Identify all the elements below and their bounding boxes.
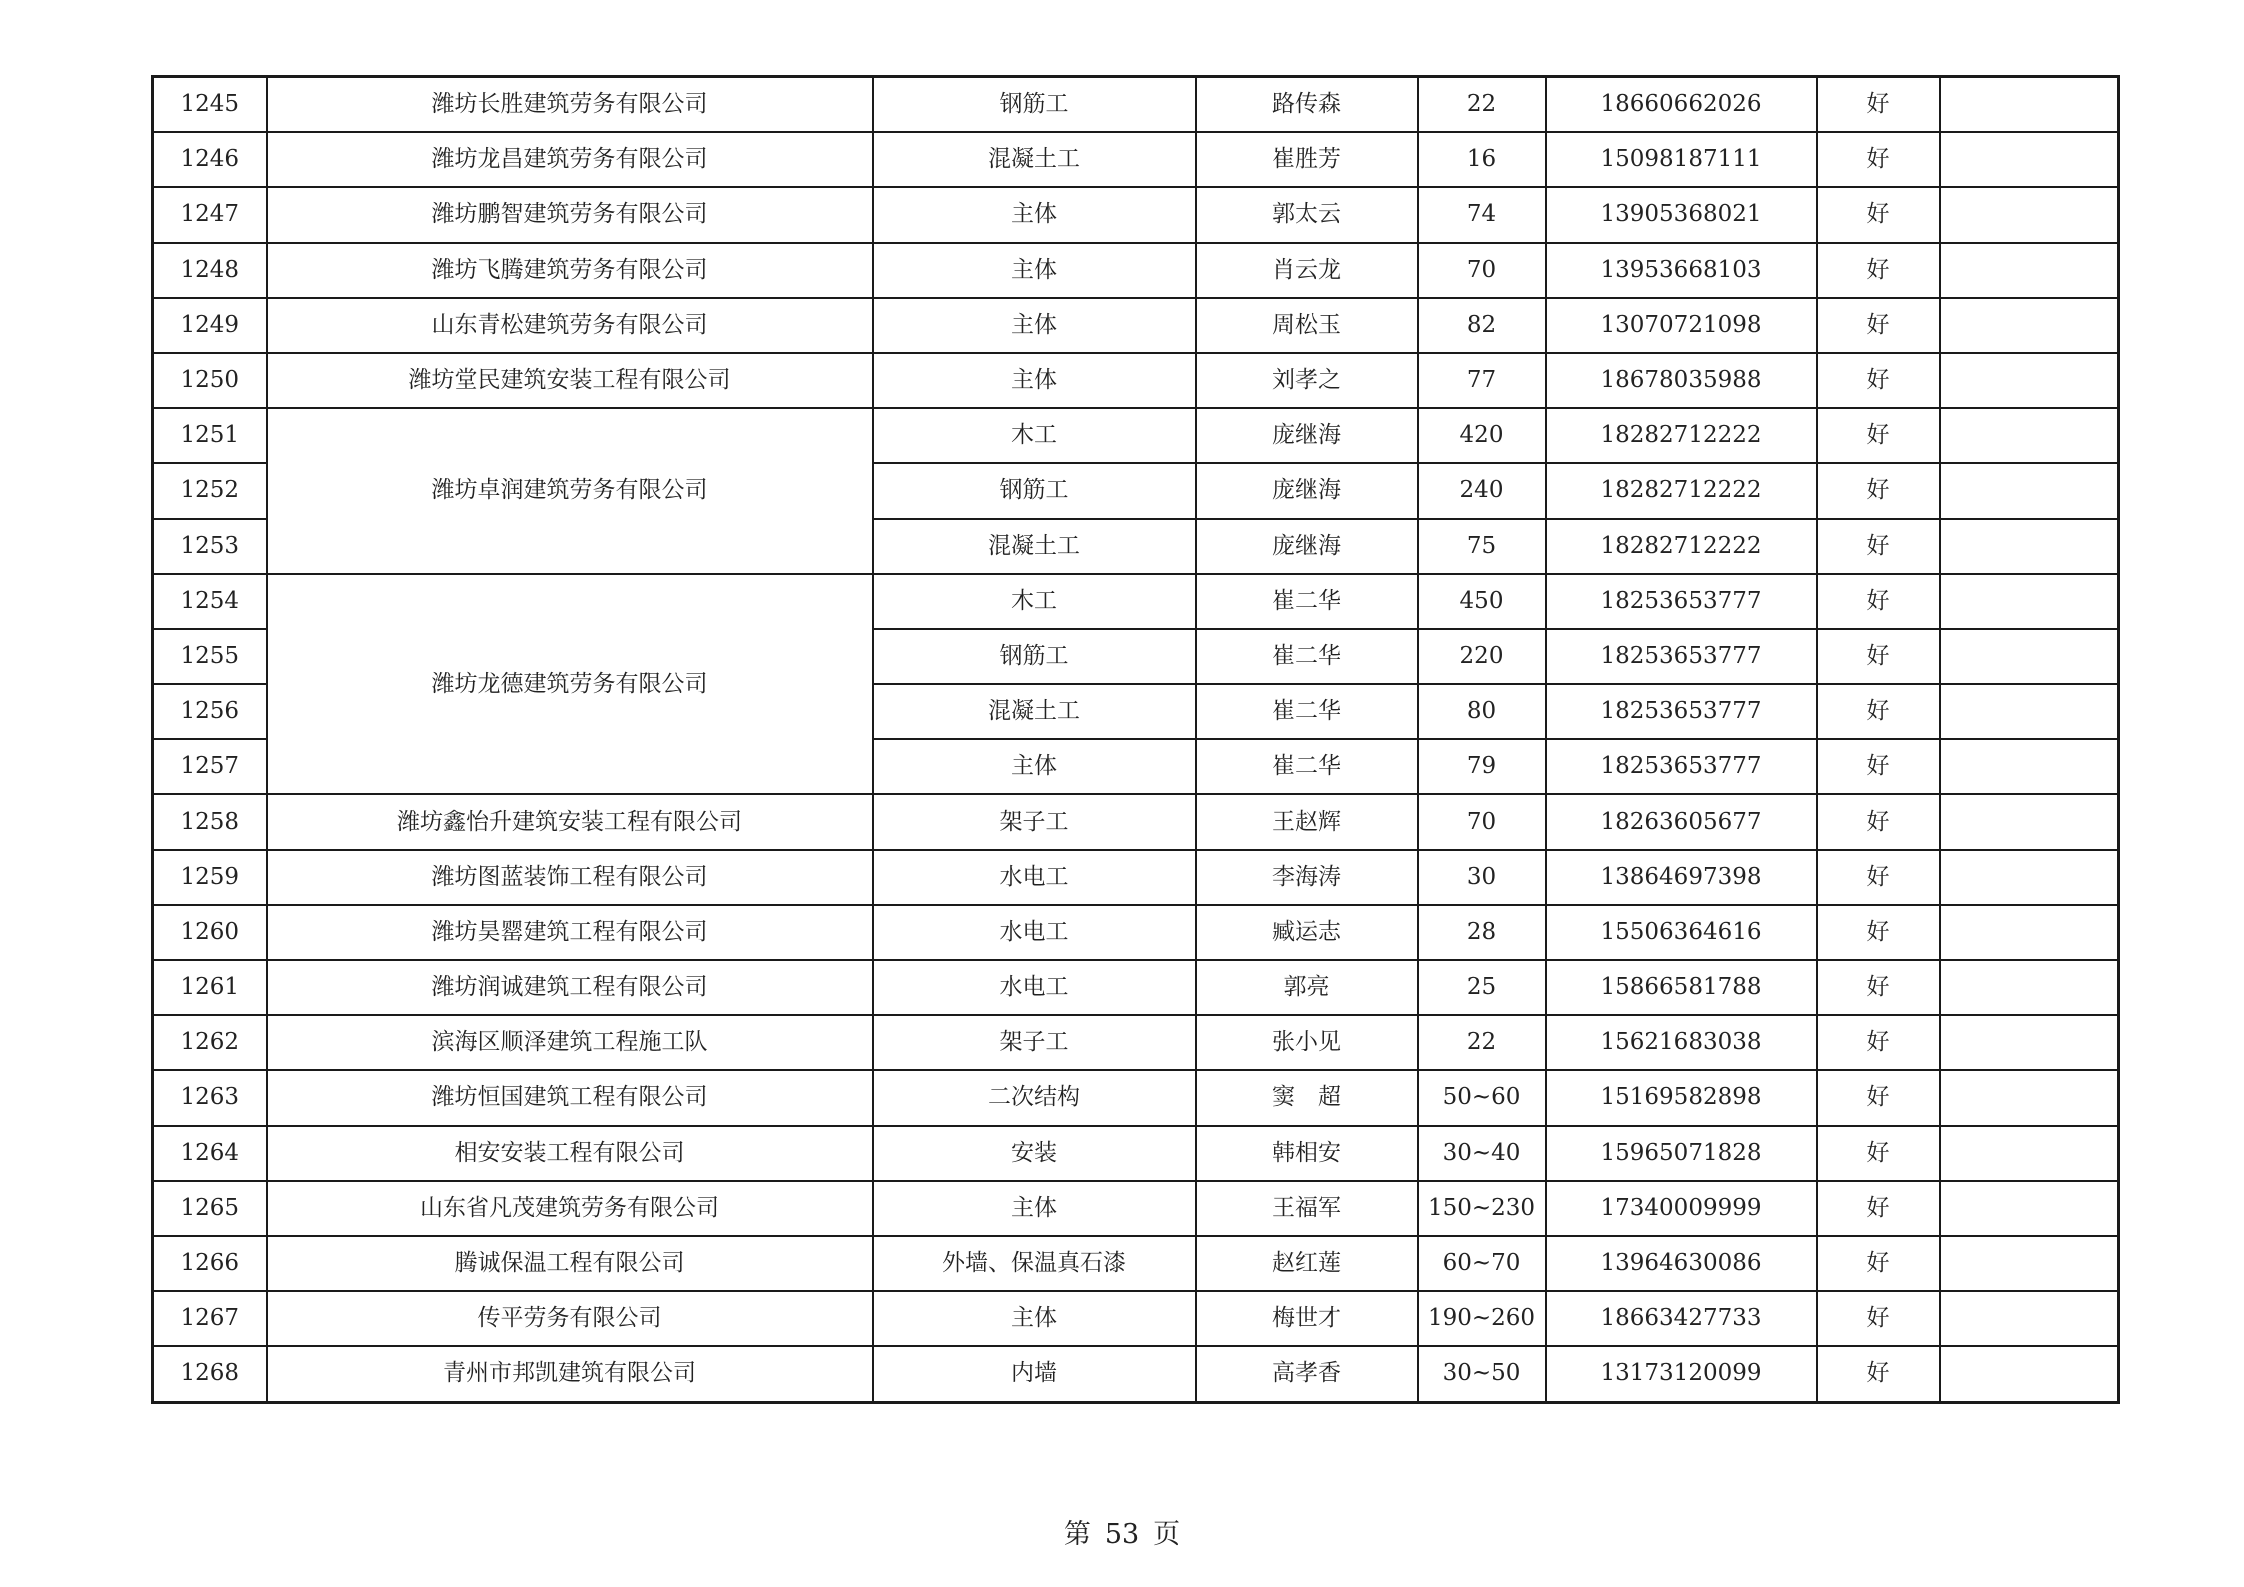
contact-person: 梅世才 — [1196, 1291, 1418, 1346]
row-number: 1265 — [153, 1181, 267, 1236]
phone-number: 18282712222 — [1546, 408, 1817, 463]
contact-person: 郭太云 — [1196, 187, 1418, 242]
contact-person: 崔二华 — [1196, 684, 1418, 739]
rating: 好 — [1817, 353, 1940, 408]
phone-number: 13964630086 — [1546, 1236, 1817, 1291]
remark — [1940, 850, 2119, 905]
remark — [1940, 960, 2119, 1015]
rating: 好 — [1817, 794, 1940, 849]
worker-count: 74 — [1418, 187, 1546, 242]
remark — [1940, 463, 2119, 518]
phone-number: 18678035988 — [1546, 353, 1817, 408]
row-number: 1259 — [153, 850, 267, 905]
worker-count: 70 — [1418, 243, 1546, 298]
remark — [1940, 243, 2119, 298]
contact-person: 周松玉 — [1196, 298, 1418, 353]
remark — [1940, 905, 2119, 960]
trade: 钢筋工 — [873, 629, 1196, 684]
worker-count: 150~230 — [1418, 1181, 1546, 1236]
contact-person: 庞继海 — [1196, 408, 1418, 463]
table-row — [153, 243, 2119, 298]
trade: 二次结构 — [873, 1070, 1196, 1125]
row-number: 1254 — [153, 574, 267, 629]
worker-count: 79 — [1418, 739, 1546, 794]
trade: 内墙 — [873, 1346, 1196, 1402]
contact-person: 崔二华 — [1196, 739, 1418, 794]
rating: 好 — [1817, 684, 1940, 739]
remark — [1940, 794, 2119, 849]
row-number: 1247 — [153, 187, 267, 242]
company-name: 潍坊鑫怡升建筑安装工程有限公司 — [267, 794, 873, 849]
row-number: 1257 — [153, 739, 267, 794]
rating: 好 — [1817, 1181, 1940, 1236]
page-footer — [0, 1512, 2244, 1551]
row-number: 1252 — [153, 463, 267, 518]
trade: 主体 — [873, 187, 1196, 242]
table-row — [153, 574, 2119, 629]
row-number: 1266 — [153, 1236, 267, 1291]
rating: 好 — [1817, 739, 1940, 794]
remark — [1940, 408, 2119, 463]
worker-count: 30~50 — [1418, 1346, 1546, 1402]
worker-count: 50~60 — [1418, 1070, 1546, 1125]
phone-number: 13905368021 — [1546, 187, 1817, 242]
company-name: 腾诚保温工程有限公司 — [267, 1236, 873, 1291]
contact-person: 王福军 — [1196, 1181, 1418, 1236]
remark — [1940, 353, 2119, 408]
rating: 好 — [1817, 243, 1940, 298]
phone-number: 13070721098 — [1546, 298, 1817, 353]
company-name: 滨海区顺泽建筑工程施工队 — [267, 1015, 873, 1070]
trade: 主体 — [873, 1291, 1196, 1346]
worker-count: 240 — [1418, 463, 1546, 518]
remark — [1940, 1126, 2119, 1181]
phone-number: 18253653777 — [1546, 574, 1817, 629]
trade: 混凝土工 — [873, 519, 1196, 574]
remark — [1940, 77, 2119, 133]
remark — [1940, 1070, 2119, 1125]
trade: 主体 — [873, 353, 1196, 408]
worker-count: 420 — [1418, 408, 1546, 463]
worker-count: 80 — [1418, 684, 1546, 739]
contractor-table — [151, 75, 2120, 1404]
company-name: 潍坊图蓝装饰工程有限公司 — [267, 850, 873, 905]
table-row — [153, 1070, 2119, 1125]
trade: 木工 — [873, 408, 1196, 463]
table-row — [153, 905, 2119, 960]
row-number: 1245 — [153, 77, 267, 133]
company-name: 潍坊恒国建筑工程有限公司 — [267, 1070, 873, 1125]
company-name: 传平劳务有限公司 — [267, 1291, 873, 1346]
row-number: 1262 — [153, 1015, 267, 1070]
table-row — [153, 1291, 2119, 1346]
rating: 好 — [1817, 77, 1940, 133]
remark — [1940, 684, 2119, 739]
row-number: 1246 — [153, 132, 267, 187]
company-name: 潍坊鹏智建筑劳务有限公司 — [267, 187, 873, 242]
rating: 好 — [1817, 1291, 1940, 1346]
trade: 主体 — [873, 739, 1196, 794]
company-name: 山东省凡茂建筑劳务有限公司 — [267, 1181, 873, 1236]
phone-number: 18253653777 — [1546, 739, 1817, 794]
row-number: 1261 — [153, 960, 267, 1015]
worker-count: 220 — [1418, 629, 1546, 684]
trade: 主体 — [873, 1181, 1196, 1236]
table-row — [153, 850, 2119, 905]
contact-person: 郭亮 — [1196, 960, 1418, 1015]
phone-number: 13864697398 — [1546, 850, 1817, 905]
contact-person: 韩相安 — [1196, 1126, 1418, 1181]
remark — [1940, 1015, 2119, 1070]
rating: 好 — [1817, 1015, 1940, 1070]
worker-count: 16 — [1418, 132, 1546, 187]
phone-number: 15098187111 — [1546, 132, 1817, 187]
table-row — [153, 187, 2119, 242]
worker-count: 75 — [1418, 519, 1546, 574]
trade: 外墙、保温真石漆 — [873, 1236, 1196, 1291]
row-number: 1263 — [153, 1070, 267, 1125]
table-row — [153, 1346, 2119, 1402]
remark — [1940, 1236, 2119, 1291]
rating: 好 — [1817, 574, 1940, 629]
row-number: 1251 — [153, 408, 267, 463]
contact-person: 崔二华 — [1196, 629, 1418, 684]
company-name: 潍坊堂民建筑安装工程有限公司 — [267, 353, 873, 408]
rating: 好 — [1817, 519, 1940, 574]
contact-person: 庞继海 — [1196, 463, 1418, 518]
company-name: 相安安装工程有限公司 — [267, 1126, 873, 1181]
trade: 架子工 — [873, 794, 1196, 849]
worker-count: 82 — [1418, 298, 1546, 353]
trade: 混凝土工 — [873, 684, 1196, 739]
contact-person: 崔二华 — [1196, 574, 1418, 629]
company-name: 潍坊龙昌建筑劳务有限公司 — [267, 132, 873, 187]
phone-number: 15965071828 — [1546, 1126, 1817, 1181]
row-number: 1253 — [153, 519, 267, 574]
worker-count: 190~260 — [1418, 1291, 1546, 1346]
worker-count: 22 — [1418, 1015, 1546, 1070]
table-row — [153, 794, 2119, 849]
rating: 好 — [1817, 1236, 1940, 1291]
row-number: 1268 — [153, 1346, 267, 1402]
worker-count: 25 — [1418, 960, 1546, 1015]
worker-count: 30 — [1418, 850, 1546, 905]
trade: 水电工 — [873, 960, 1196, 1015]
phone-number: 18263605677 — [1546, 794, 1817, 849]
contact-person: 高孝香 — [1196, 1346, 1418, 1402]
table-row — [153, 1015, 2119, 1070]
worker-count: 28 — [1418, 905, 1546, 960]
rating: 好 — [1817, 298, 1940, 353]
rating: 好 — [1817, 132, 1940, 187]
table-row — [153, 960, 2119, 1015]
phone-number: 15506364616 — [1546, 905, 1817, 960]
rating: 好 — [1817, 408, 1940, 463]
trade: 钢筋工 — [873, 463, 1196, 518]
company-name: 潍坊飞腾建筑劳务有限公司 — [267, 243, 873, 298]
table-row — [153, 298, 2119, 353]
contact-person: 臧运志 — [1196, 905, 1418, 960]
remark — [1940, 629, 2119, 684]
footer-prefix: 第 — [1063, 1519, 1091, 1550]
rating: 好 — [1817, 187, 1940, 242]
remark — [1940, 1181, 2119, 1236]
remark — [1940, 519, 2119, 574]
trade: 水电工 — [873, 905, 1196, 960]
rating: 好 — [1817, 960, 1940, 1015]
remark — [1940, 1346, 2119, 1402]
worker-count: 22 — [1418, 77, 1546, 133]
table-row — [153, 408, 2119, 463]
rating: 好 — [1817, 1070, 1940, 1125]
phone-number: 15866581788 — [1546, 960, 1817, 1015]
trade: 主体 — [873, 243, 1196, 298]
remark — [1940, 298, 2119, 353]
rating: 好 — [1817, 905, 1940, 960]
table-row — [153, 1126, 2119, 1181]
contact-person: 张小见 — [1196, 1015, 1418, 1070]
contact-person: 刘孝之 — [1196, 353, 1418, 408]
company-name: 潍坊昊罂建筑工程有限公司 — [267, 905, 873, 960]
remark — [1940, 739, 2119, 794]
rating: 好 — [1817, 463, 1940, 518]
phone-number: 15169582898 — [1546, 1070, 1817, 1125]
contact-person: 崔胜芳 — [1196, 132, 1418, 187]
worker-count: 77 — [1418, 353, 1546, 408]
trade: 木工 — [873, 574, 1196, 629]
rating: 好 — [1817, 1126, 1940, 1181]
table-row — [153, 353, 2119, 408]
page-number: 53 — [1104, 1519, 1140, 1550]
footer-suffix: 页 — [1153, 1519, 1181, 1550]
rating: 好 — [1817, 1346, 1940, 1402]
contact-person: 窦 超 — [1196, 1070, 1418, 1125]
contact-person: 路传森 — [1196, 77, 1418, 133]
contact-person: 李海涛 — [1196, 850, 1418, 905]
contact-person: 赵红莲 — [1196, 1236, 1418, 1291]
phone-number: 18253653777 — [1546, 629, 1817, 684]
table-row — [153, 77, 2119, 133]
row-number: 1267 — [153, 1291, 267, 1346]
row-number: 1256 — [153, 684, 267, 739]
company-name: 潍坊润诚建筑工程有限公司 — [267, 960, 873, 1015]
remark — [1940, 1291, 2119, 1346]
worker-count: 70 — [1418, 794, 1546, 849]
table-body — [153, 77, 2119, 1403]
phone-number: 15621683038 — [1546, 1015, 1817, 1070]
trade: 安装 — [873, 1126, 1196, 1181]
phone-number: 18282712222 — [1546, 463, 1817, 518]
trade: 混凝土工 — [873, 132, 1196, 187]
worker-count: 60~70 — [1418, 1236, 1546, 1291]
company-name: 潍坊龙德建筑劳务有限公司 — [267, 574, 873, 795]
row-number: 1264 — [153, 1126, 267, 1181]
rating: 好 — [1817, 850, 1940, 905]
phone-number: 18282712222 — [1546, 519, 1817, 574]
phone-number: 18253653777 — [1546, 684, 1817, 739]
row-number: 1258 — [153, 794, 267, 849]
row-number: 1260 — [153, 905, 267, 960]
remark — [1940, 574, 2119, 629]
trade: 水电工 — [873, 850, 1196, 905]
phone-number: 18660662026 — [1546, 77, 1817, 133]
phone-number: 13953668103 — [1546, 243, 1817, 298]
trade: 主体 — [873, 298, 1196, 353]
remark — [1940, 132, 2119, 187]
rating: 好 — [1817, 629, 1940, 684]
contact-person: 肖云龙 — [1196, 243, 1418, 298]
worker-count: 450 — [1418, 574, 1546, 629]
table-row — [153, 132, 2119, 187]
company-name: 潍坊长胜建筑劳务有限公司 — [267, 77, 873, 133]
contact-person: 庞继海 — [1196, 519, 1418, 574]
row-number: 1249 — [153, 298, 267, 353]
trade: 钢筋工 — [873, 77, 1196, 133]
worker-count: 30~40 — [1418, 1126, 1546, 1181]
row-number: 1250 — [153, 353, 267, 408]
company-name: 青州市邦凯建筑有限公司 — [267, 1346, 873, 1402]
contact-person: 王赵辉 — [1196, 794, 1418, 849]
company-name: 山东青松建筑劳务有限公司 — [267, 298, 873, 353]
trade: 架子工 — [873, 1015, 1196, 1070]
row-number: 1255 — [153, 629, 267, 684]
row-number: 1248 — [153, 243, 267, 298]
remark — [1940, 187, 2119, 242]
table-row — [153, 1236, 2119, 1291]
phone-number: 13173120099 — [1546, 1346, 1817, 1402]
company-name: 潍坊卓润建筑劳务有限公司 — [267, 408, 873, 574]
phone-number: 17340009999 — [1546, 1181, 1817, 1236]
phone-number: 18663427733 — [1546, 1291, 1817, 1346]
table-row — [153, 1181, 2119, 1236]
